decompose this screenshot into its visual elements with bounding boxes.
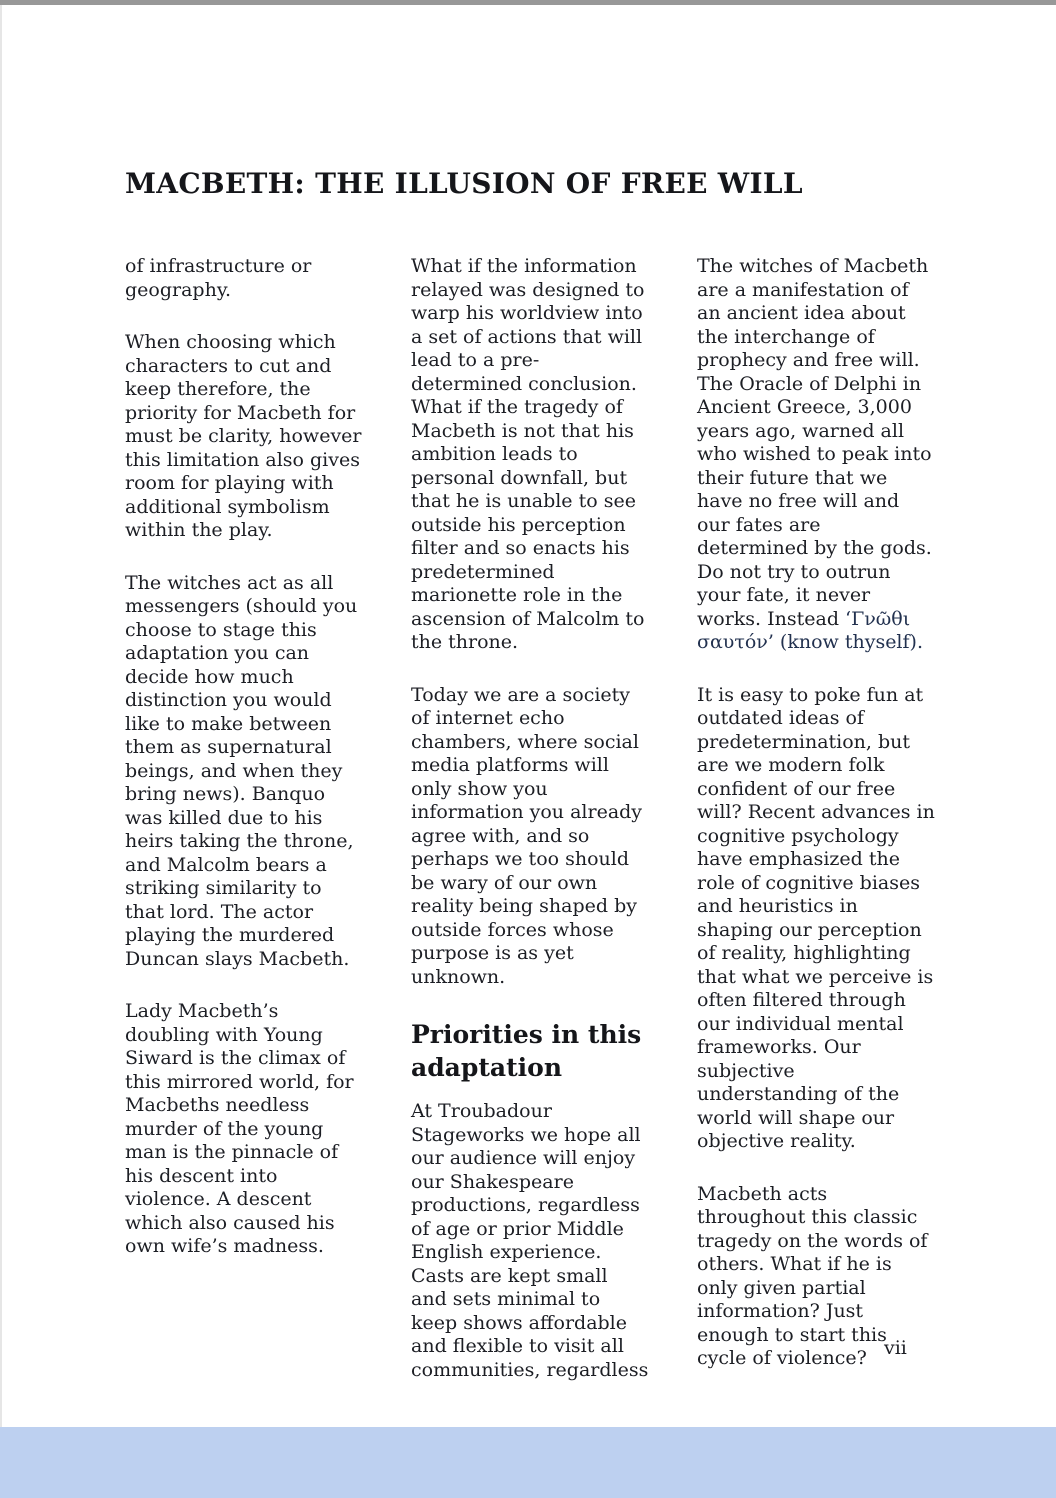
document-page [125, 0, 937, 1411]
paragraph: It is easy to poke fun at outdated ideas of predetermination, but are we modern folk confident of our free will? Recent advances in cognitive psychology have emphasized the role of cognitive biases and heuristics in shaping our perception of reality, highlighting that what we perceive is often filtered through our individual mental frameworks. Our subjective understanding of the world will shape our objective reality. [697, 683, 935, 1152]
paragraph: Today we are a society of internet echo chambers, where social media platforms will only show you information you already agree with, and so perhaps we too should be wary of our own reality being shaped by outside forces whose purpose is as yet unknown. [411, 683, 643, 988]
paragraph: of infrastructure or geography. [125, 255, 312, 301]
paragraph: The witches act as all messengers (should you choose to stage this adaptation you can decide how much distinction you would like to make between them as supernatural beings, and when they bring news). Banquo was killed due to his heirs taking the throne, and Malcolm bears a striking similarity to that lord. The actor playing the murdered Duncan slays Macbeth. [125, 571, 358, 970]
section-heading-priorities: Priorities in this adaptation [411, 1020, 642, 1082]
three-column-layout [125, 255, 937, 1411]
text-column-2 [411, 255, 649, 1411]
paragraph: At Troubadour Stageworks we hope all our audience will enjoy our Shakespeare productions, regardless of age or prior Middle English experience. Casts are kept small and sets minimal to keep shows affordable and flexible to visit all communities, regardless [411, 1100, 649, 1381]
paragraph: Macbeth acts throughout this classic tragedy on the words of others. What if he is only given partial information? Just enough to start this cycle of violence? [697, 1182, 928, 1369]
paragraph [697, 255, 935, 655]
text-column-3 [697, 255, 935, 1411]
footer-accent-band [0, 1427, 1056, 1498]
paragraph: Lady Macbeth’s doubling with Young Siward is the climax of this mirrored world, for Macbeths needless murder of the young man is the pinnacle of his descent into violence. A descent which also caused his own wife’s madness. [125, 1000, 354, 1257]
page-left-edge [0, 5, 2, 1498]
paragraph-text: The witches of Macbeth are a manifestation of an ancient idea about the interchange of prophecy and free will. The Oracle of Delphi in Ancient Greece, 3,000 years ago, warned all who wished to peak into their future that we have no free will and our fates are determined by the gods. Do not try to outrun your fate, it never works. Instead [697, 255, 932, 630]
page-number: vii [884, 1337, 907, 1359]
paragraph: When choosing which characters to cut and keep therefore, the priority for Macbeth for must be clarity, however this limitation also gives room for playing with additional symbolism within the play. [125, 331, 362, 541]
page-title: MACBETH: THE ILLUSION OF FREE WILL [125, 167, 803, 200]
greek-phrase: ‘Γνῶθι σαυτόν’ (know thyself). [697, 607, 923, 653]
paragraph: What if the information relayed was designed to warp his worldview into a set of actions that will lead to a pre-determined conclusion. What if the tragedy of Macbeth is not that his ambition leads to personal downfall, but that he is unable to see outside his perception filter and so enacts his predetermined marionette role in the ascension of Malcolm to the throne. [411, 255, 645, 653]
text-column-1 [125, 255, 363, 1411]
